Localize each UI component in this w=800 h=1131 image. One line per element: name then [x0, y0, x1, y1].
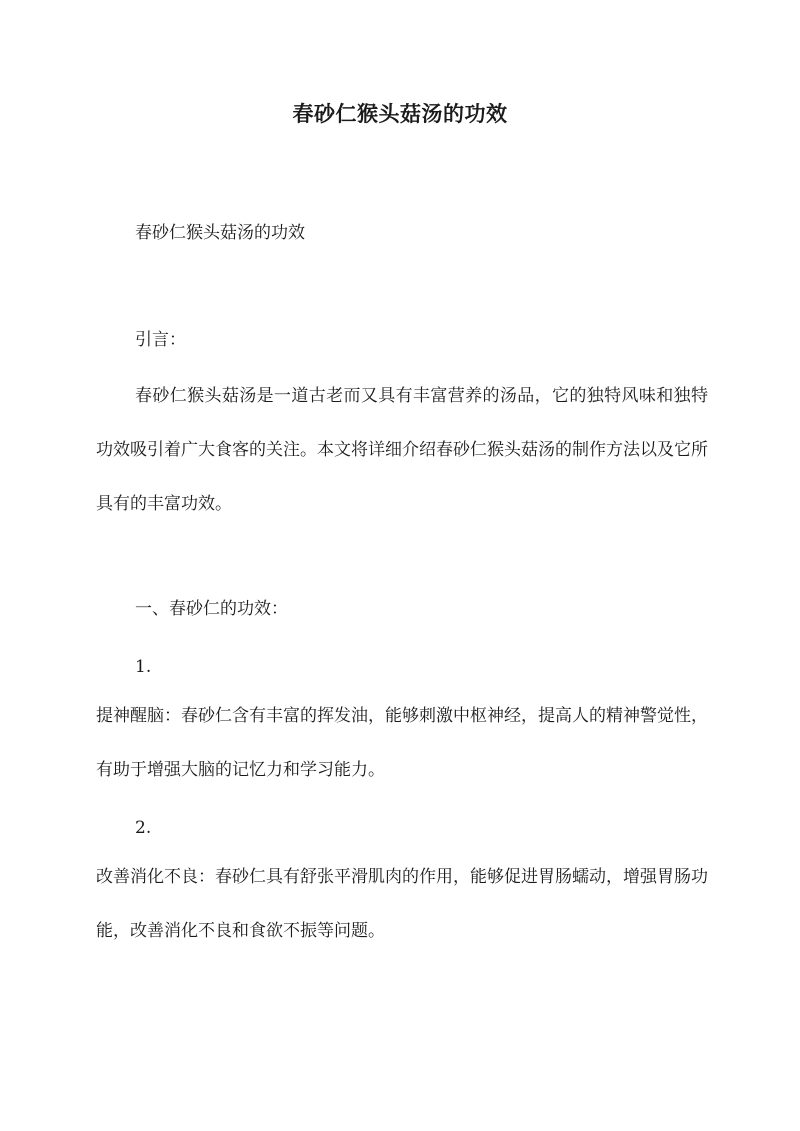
intro-paragraph: 春砂仁猴头菇汤是一道古老而又具有丰富营养的汤品，它的独特风味和独特功效吸引着广大食客的关注。本文将详细介绍春砂仁猴头菇汤的制作方法以及它所具有的丰富功效。 — [96, 386, 708, 514]
document-subtitle: 春砂仁猴头菇汤的功效 — [135, 223, 305, 243]
document-title: 春砂仁猴头菇汤的功效 — [292, 101, 508, 126]
intro-heading: 引言： — [135, 330, 186, 350]
list-item-text: 改善消化不良：春砂仁具有舒张平滑肌肉的作用，能够促进胃肠蠕动，增强胃肠功能，改善消化不良和食欲不振等问题。 — [96, 867, 708, 941]
list-item-number: 1. — [135, 657, 152, 677]
list-item-text: 提神醒脑：春砂仁含有丰富的挥发油，能够刺激中枢神经，提高人的精神警觉性，有助于增强大脑的记忆力和学习能力。 — [96, 706, 708, 780]
section1-heading: 一、春砂仁的功效： — [135, 599, 288, 619]
list-item-number: 2. — [135, 818, 152, 838]
